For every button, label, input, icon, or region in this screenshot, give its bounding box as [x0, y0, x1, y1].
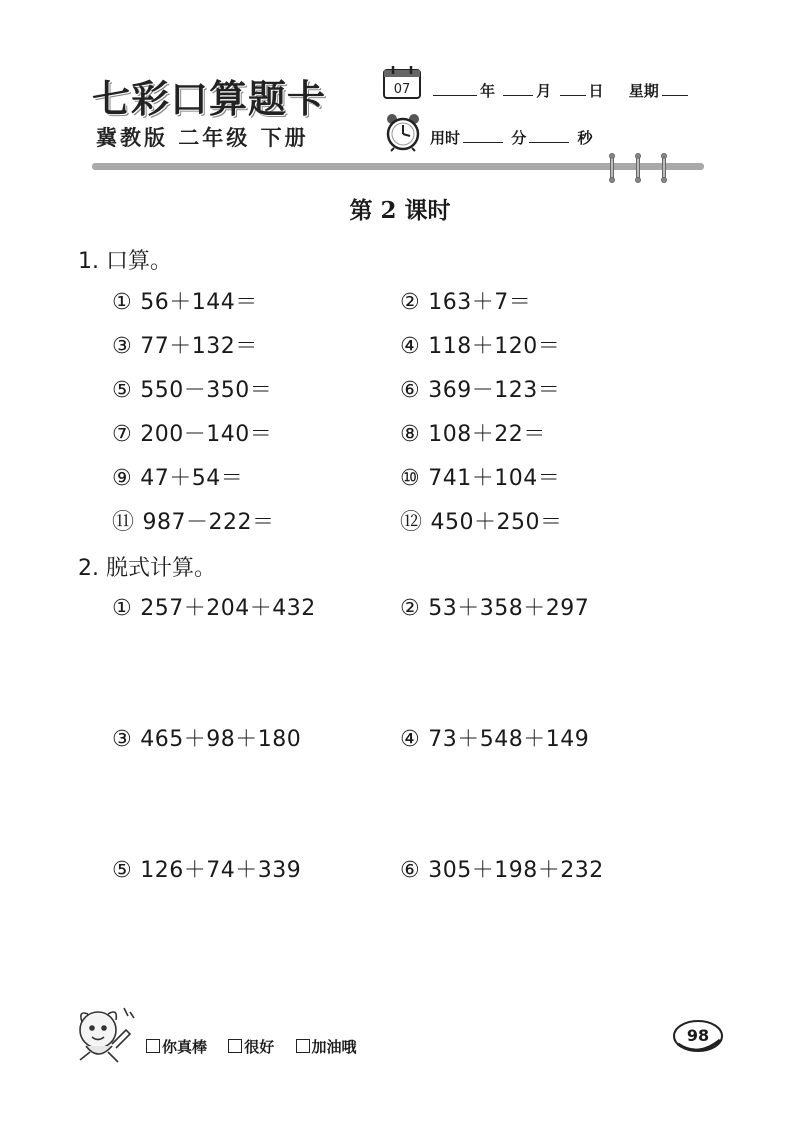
- problem-expression: 741＋104＝: [428, 466, 561, 491]
- problem-number: ⑥: [400, 858, 421, 883]
- page-number: 98: [686, 1026, 710, 1045]
- weekday-label: 星期: [628, 82, 659, 100]
- section2-title: 2. 脱式计算。: [78, 556, 216, 581]
- date-fields: [430, 80, 691, 101]
- checkbox-keep-going[interactable]: [296, 1039, 310, 1053]
- mental-math-problem: [112, 505, 275, 536]
- month-label: 月: [536, 82, 552, 100]
- time-used-label: 用时: [430, 129, 461, 147]
- problem-number: ⑨: [112, 466, 133, 491]
- problem-number: ⑩: [400, 466, 421, 491]
- time-fields: [430, 127, 593, 148]
- seconds-label: 秒: [577, 129, 593, 147]
- mental-math-problem: [400, 461, 560, 492]
- rating-option-keep-going[interactable]: [296, 1038, 357, 1056]
- problem-expression: 47＋54＝: [140, 466, 244, 491]
- problem-number: ①: [112, 290, 133, 315]
- problem-expression: 200－140＝: [140, 422, 273, 447]
- problem-number: ⑤: [112, 858, 133, 883]
- problem-expression: 305＋198＋232: [428, 858, 604, 883]
- problem-expression: 987－222＝: [142, 510, 275, 535]
- mental-math-problem: [400, 373, 560, 404]
- problem-expression: 53＋358＋297: [428, 596, 590, 621]
- problem-number: ④: [400, 727, 421, 752]
- problem-expression: 118＋120＝: [428, 334, 561, 359]
- brand-title: 七彩口算题卡: [92, 79, 327, 121]
- mental-math-problem: [112, 461, 243, 492]
- rating-label-keep-going: 加油哦: [311, 1038, 357, 1056]
- problem-number: ⑥: [400, 378, 421, 403]
- self-rating: [146, 1036, 373, 1057]
- step-calc-problem: [112, 722, 301, 753]
- lesson-title: 第 2 课时: [349, 197, 451, 224]
- checkbox-good[interactable]: [228, 1039, 242, 1053]
- problem-expression: 77＋132＝: [140, 334, 258, 359]
- mental-math-problem: [400, 285, 531, 316]
- day-label: 日: [588, 82, 604, 100]
- rating-label-great: 你真棒: [162, 1038, 208, 1056]
- problem-number: ⑦: [112, 422, 133, 447]
- problem-number: ⑪: [112, 510, 135, 535]
- problem-expression: 108＋22＝: [428, 422, 546, 447]
- problem-expression: 465＋98＋180: [140, 727, 302, 752]
- problem-number: ②: [400, 596, 421, 621]
- binder-rivets-icon: [604, 152, 674, 184]
- rating-label-good: 很好: [244, 1038, 275, 1056]
- problem-expression: 550－350＝: [140, 378, 273, 403]
- problem-expression: 450＋250＝: [430, 510, 563, 535]
- problem-number: ③: [112, 727, 133, 752]
- calendar-icon: [382, 64, 422, 100]
- step-calc-problem: [112, 853, 301, 884]
- rating-option-great[interactable]: [146, 1038, 207, 1056]
- problem-number: ④: [400, 334, 421, 359]
- minutes-label: 分: [511, 129, 527, 147]
- section1-title: 1. 口算。: [78, 249, 172, 274]
- calendar-day: 07: [393, 82, 411, 97]
- alarm-clock-icon: [384, 112, 422, 152]
- step-calc-problem: [112, 591, 316, 622]
- problem-number: ⑤: [112, 378, 133, 403]
- problem-expression: 163＋7＝: [428, 290, 532, 315]
- problem-expression: 126＋74＋339: [140, 858, 302, 883]
- problem-expression: 56＋144＝: [140, 290, 258, 315]
- step-calc-problem: [400, 591, 589, 622]
- problem-number: ③: [112, 334, 133, 359]
- mental-math-problem: [400, 505, 563, 536]
- step-calc-problem: [400, 722, 589, 753]
- problem-number: ⑫: [400, 510, 423, 535]
- mental-math-problem: [400, 329, 560, 360]
- problem-expression: 257＋204＋432: [140, 596, 316, 621]
- edition-label: 冀教版 二年级 下册: [96, 126, 309, 150]
- year-label: 年: [480, 82, 496, 100]
- problem-expression: 369－123＝: [428, 378, 561, 403]
- rating-option-good[interactable]: [228, 1038, 274, 1056]
- step-calc-problem: [400, 853, 604, 884]
- problem-number: ②: [400, 290, 421, 315]
- problem-number: ①: [112, 596, 133, 621]
- mental-math-problem: [400, 417, 546, 448]
- mental-math-problem: [112, 373, 272, 404]
- problem-expression: 73＋548＋149: [428, 727, 590, 752]
- mental-math-problem: [112, 285, 258, 316]
- mental-math-problem: [112, 417, 272, 448]
- problem-number: ⑧: [400, 422, 421, 447]
- mental-math-problem: [112, 329, 258, 360]
- mascot-icon: [68, 1000, 138, 1072]
- checkbox-great[interactable]: [146, 1039, 160, 1053]
